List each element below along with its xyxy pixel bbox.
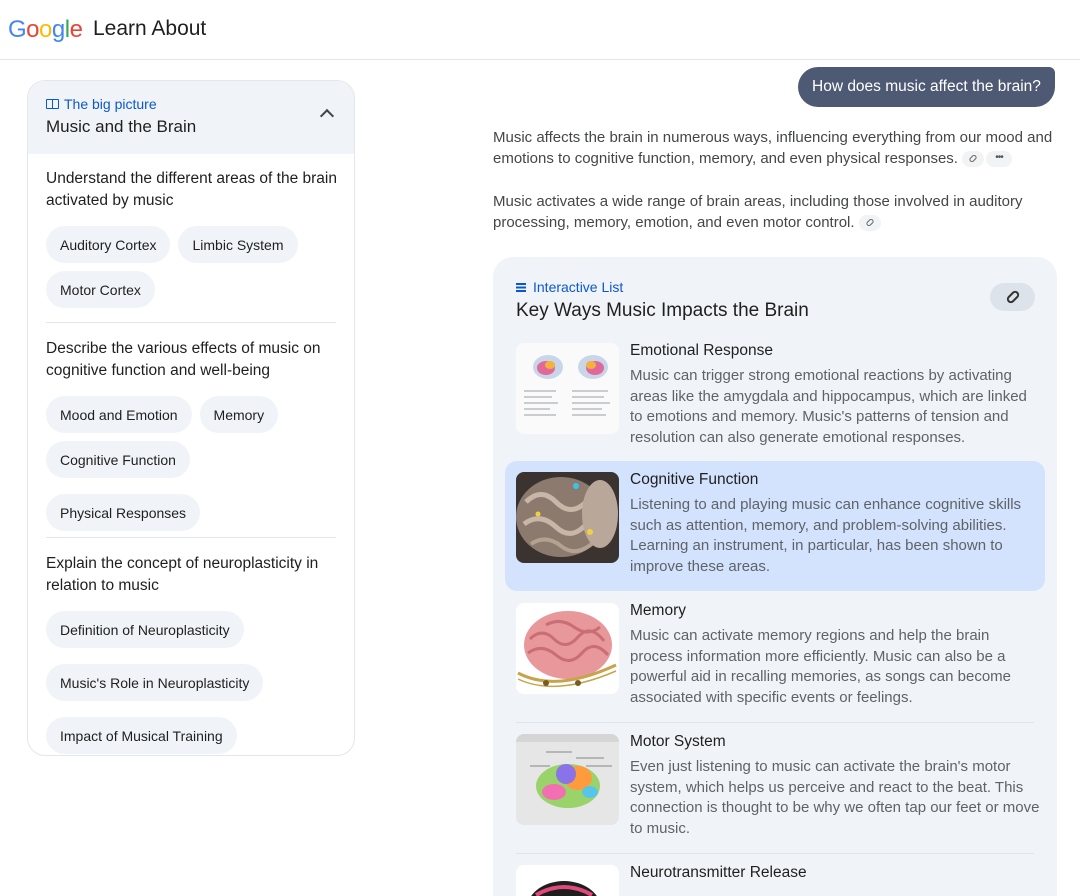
more-options-icon[interactable]: ••• [986,151,1012,167]
big-picture-panel [27,80,355,756]
brain-scan-thumbnail [516,472,619,563]
list-item-memory[interactable] [505,592,1045,722]
answer-text: Music activates a wide range of brain areas, including those involved in auditory processing, memory, emotion, and even motor control. [493,193,1023,231]
chevron-up-icon[interactable] [320,109,334,123]
chip-group [46,396,338,531]
panel-kicker-label: The big picture [64,96,157,112]
citation-link-icon[interactable] [962,151,984,167]
chip-limbic-system[interactable]: Limbic System [178,226,297,263]
citation-link-icon[interactable] [859,215,881,231]
item-title: Motor System [630,733,726,750]
topic-section [46,168,338,308]
item-title: Emotional Response [630,342,774,359]
panel-header[interactable] [28,81,354,154]
chip-memory[interactable]: Memory [200,396,279,433]
topic-heading: Describe the various effects of music on cognitive function and well-being [46,340,321,379]
chip-cognitive-function[interactable]: Cognitive Function [46,441,190,478]
top-bar [0,0,1080,60]
list-icon [516,283,526,292]
chip-motor-cortex[interactable]: Motor Cortex [46,271,155,308]
chip-impact-of-musical-training[interactable]: Impact of Musical Training [46,717,237,754]
chip-group [46,611,338,754]
app-title: Learn About [93,17,207,40]
chip-definition-of-neuroplasticity[interactable]: Definition of Neuroplasticity [46,611,244,648]
list-item-neurotransmitter-release[interactable] [505,854,1045,896]
item-description: Even just listening to music can activate the brain's motor system, which helps us perceive and react to the beat. This connection is thought to be why we often tap our feet or move to music. [630,758,1040,837]
chip-physical-responses[interactable]: Physical Responses [46,494,200,531]
list-item-emotional-response[interactable] [505,332,1045,462]
user-query-bubble: How does music affect the brain? [798,67,1055,107]
interactive-list-card [493,257,1057,896]
topic-heading: Understand the different areas of the brain activated by music [46,170,337,209]
divider [46,322,336,323]
topic-heading: Explain the concept of neuroplasticity in relation to music [46,555,319,594]
divider [46,537,336,538]
list-item-motor-system[interactable] [505,723,1045,853]
chip-musics-role-in-neuroplasticity[interactable]: Music's Role in Neuroplasticity [46,664,263,701]
chip-auditory-cortex[interactable]: Auditory Cortex [46,226,170,263]
list-item-cognitive-function[interactable] [505,461,1045,591]
google-logo[interactable]: Google [8,16,83,43]
panel-title: Music and the Brain [46,117,197,136]
brain-music-thumbnail [516,603,619,694]
chip-mood-and-emotion[interactable]: Mood and Emotion [46,396,192,433]
topic-section [46,553,338,754]
answer-paragraph [493,192,1053,233]
brain-regions-thumbnail [516,734,619,825]
answer-paragraph [493,128,1053,169]
share-link-button[interactable] [990,283,1035,311]
topic-section [46,338,338,531]
chip-group [46,226,338,308]
book-icon [46,99,59,109]
card-title: Key Ways Music Impacts the Brain [516,300,809,321]
item-description: Listening to and playing music can enhance cognitive skills such as attention, memory, and problem-solving abilities. Learning an instrument, in particular, has been shown to improve these areas. [630,496,1022,575]
item-description: Music can trigger strong emotional reactions by activating areas like the amygdala and hippocampus, which are linked to emotions and memory. Music's patterns of tension and resolution can also generate emotional responses. [630,367,1027,446]
item-title: Cognitive Function [630,471,759,488]
link-icon [1005,289,1021,305]
answer-text: Music affects the brain in numerous ways, influencing everything from our mood and emotions to cognitive function, memory, and even physical responses. [493,129,1053,167]
panel-kicker [46,96,157,112]
card-kicker-label: Interactive List [533,279,624,295]
brain-neurotransmitter-thumbnail [516,865,619,896]
item-title: Neurotransmitter Release [630,864,807,881]
brain-diagram-thumbnail [516,343,619,434]
item-title: Memory [630,602,686,619]
item-description: Music can activate memory regions and help the brain process information more efficiently. Music can also be a powerful aid in recalling memories, as songs can become associated with specific events or feelings. [630,627,1012,706]
card-kicker [516,279,623,295]
